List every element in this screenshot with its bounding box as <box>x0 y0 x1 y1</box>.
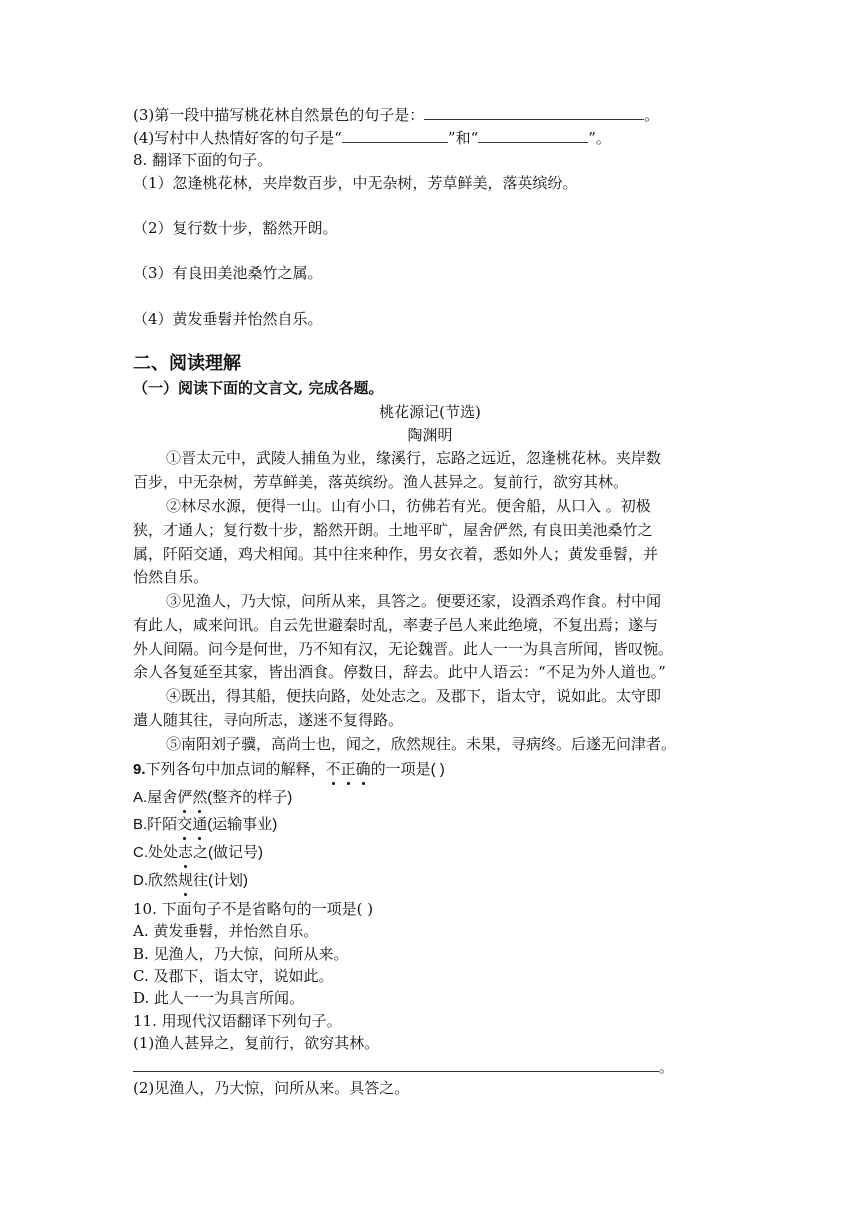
q10-stem: 10. 下面句子不是省略句的一项是( ) <box>133 900 374 918</box>
q9-option-d[interactable]: D.欣然规往(计划) <box>133 872 249 889</box>
q11-item-1: (1)渔人甚异之，复前行，欲穷其林。 <box>133 1034 380 1052</box>
essay-line: 遣人随其往，寻向所志，遂迷不复得路。 <box>133 711 404 729</box>
essay-title: 桃花源记(节选) <box>379 403 481 421</box>
q10-option-b[interactable]: B. 见渔人，乃大惊，问所从来。 <box>133 945 349 963</box>
essay-line: ①晋太元中，武陵人捕鱼为业，缘溪行，忘路之远近，忽逢桃花林。夹岸数 <box>166 449 662 467</box>
essay-author: 陶渊明 <box>407 426 453 444</box>
essay-line: 有此人，咸来问讯。自云先世避秦时乱，率妻子邑人来此绝境，不复出焉；遂与 <box>133 616 659 634</box>
q7-item-3: (3)第一段中描写桃花林自然景色的句子是： 。 <box>133 106 660 124</box>
q11-stem: 11. 用现代汉语翻译下列句子。 <box>133 1012 342 1030</box>
essay-line: 属，阡陌交通，鸡犬相闻。其中往来种作，男女衣着，悉如外人；黄发垂髫，并 <box>133 545 659 563</box>
essay-line: ③见渔人，乃大惊，问所从来，具答之。便要还家，设酒杀鸡作食。村中闻 <box>166 592 662 610</box>
essay-line: 百步，中无杂树，芳草鲜美，落英缤纷。渔人甚异之。复前行，欲穷其林。 <box>133 473 629 491</box>
answer-blank[interactable] <box>133 1056 659 1072</box>
q10-option-a[interactable]: A. 黄发垂髫，并怡然自乐。 <box>133 922 319 940</box>
essay-line: 狭，才通人；复行数十步，豁然开朗。土地平旷，屋舍俨然, 有良田美池桑竹之 <box>133 521 653 539</box>
answer-blank[interactable] <box>478 127 588 143</box>
section-heading: 二、阅读理解 <box>133 353 241 374</box>
q11-answer-line-1: 。 <box>133 1056 674 1077</box>
q8-item-2: （2）复行数十步，豁然开朗。 <box>133 219 338 237</box>
q10-option-c[interactable]: C. 及郡下，诣太守，说如此。 <box>133 967 334 985</box>
q8-title: 8. 翻译下面的句子。 <box>133 151 273 169</box>
essay-line: ④既出，得其船，便扶向路，处处志之。及郡下，诣太守，说如此。太守即 <box>166 687 662 705</box>
q9-stem: 9.下列各句中加点词的解释，不正确的一项是( ) <box>133 761 445 778</box>
q8-item-1: （1）忽逢桃花林，夹岸数百步，中无杂树，芳草鲜美，落英缤纷。 <box>133 174 578 192</box>
essay-line: 余人各复延至其家，皆出酒食。停数日，辞去。此中人语云：“不足为外人道也。” <box>133 663 666 681</box>
answer-blank[interactable] <box>342 127 448 143</box>
q8-item-3: （3）有良田美池桑竹之属。 <box>133 264 323 282</box>
q9-option-b[interactable]: B.阡陌交通(运输事业) <box>133 816 278 833</box>
essay-line: ②林尽水源，便得一山。山有小口，彷佛若有光。便舍船，从口入 。初极 <box>166 497 651 515</box>
section-subheading: （一）阅读下面的文言文, 完成各题。 <box>133 379 384 397</box>
essay-line: 外人间隔。问今是何世，乃不知有汉，无论魏晋。此人一一为具言所闻，皆叹惋。 <box>133 640 674 658</box>
q8-item-4: （4）黄发垂髫并怡然自乐。 <box>133 310 323 328</box>
q10-option-d[interactable]: D. 此人一一为具言所闻。 <box>133 989 305 1007</box>
answer-blank[interactable] <box>424 104 644 120</box>
essay-line: ⑤南阳刘子骥，高尚士也，闻之，欣然规往。未果，寻病终。后遂无问津者。 <box>166 735 677 753</box>
q11-item-2: (2)见渔人，乃大惊，问所从来。具答之。 <box>133 1079 410 1097</box>
q9-option-c[interactable]: C.处处志之(做记号) <box>133 844 264 861</box>
q9-option-a[interactable]: A.屋舍俨然(整齐的样子) <box>133 789 293 806</box>
essay-line: 怡然自乐。 <box>133 568 209 586</box>
q7-item-4: (4)写村中人热情好客的句子是“ ”和“ ”。 <box>133 129 611 147</box>
